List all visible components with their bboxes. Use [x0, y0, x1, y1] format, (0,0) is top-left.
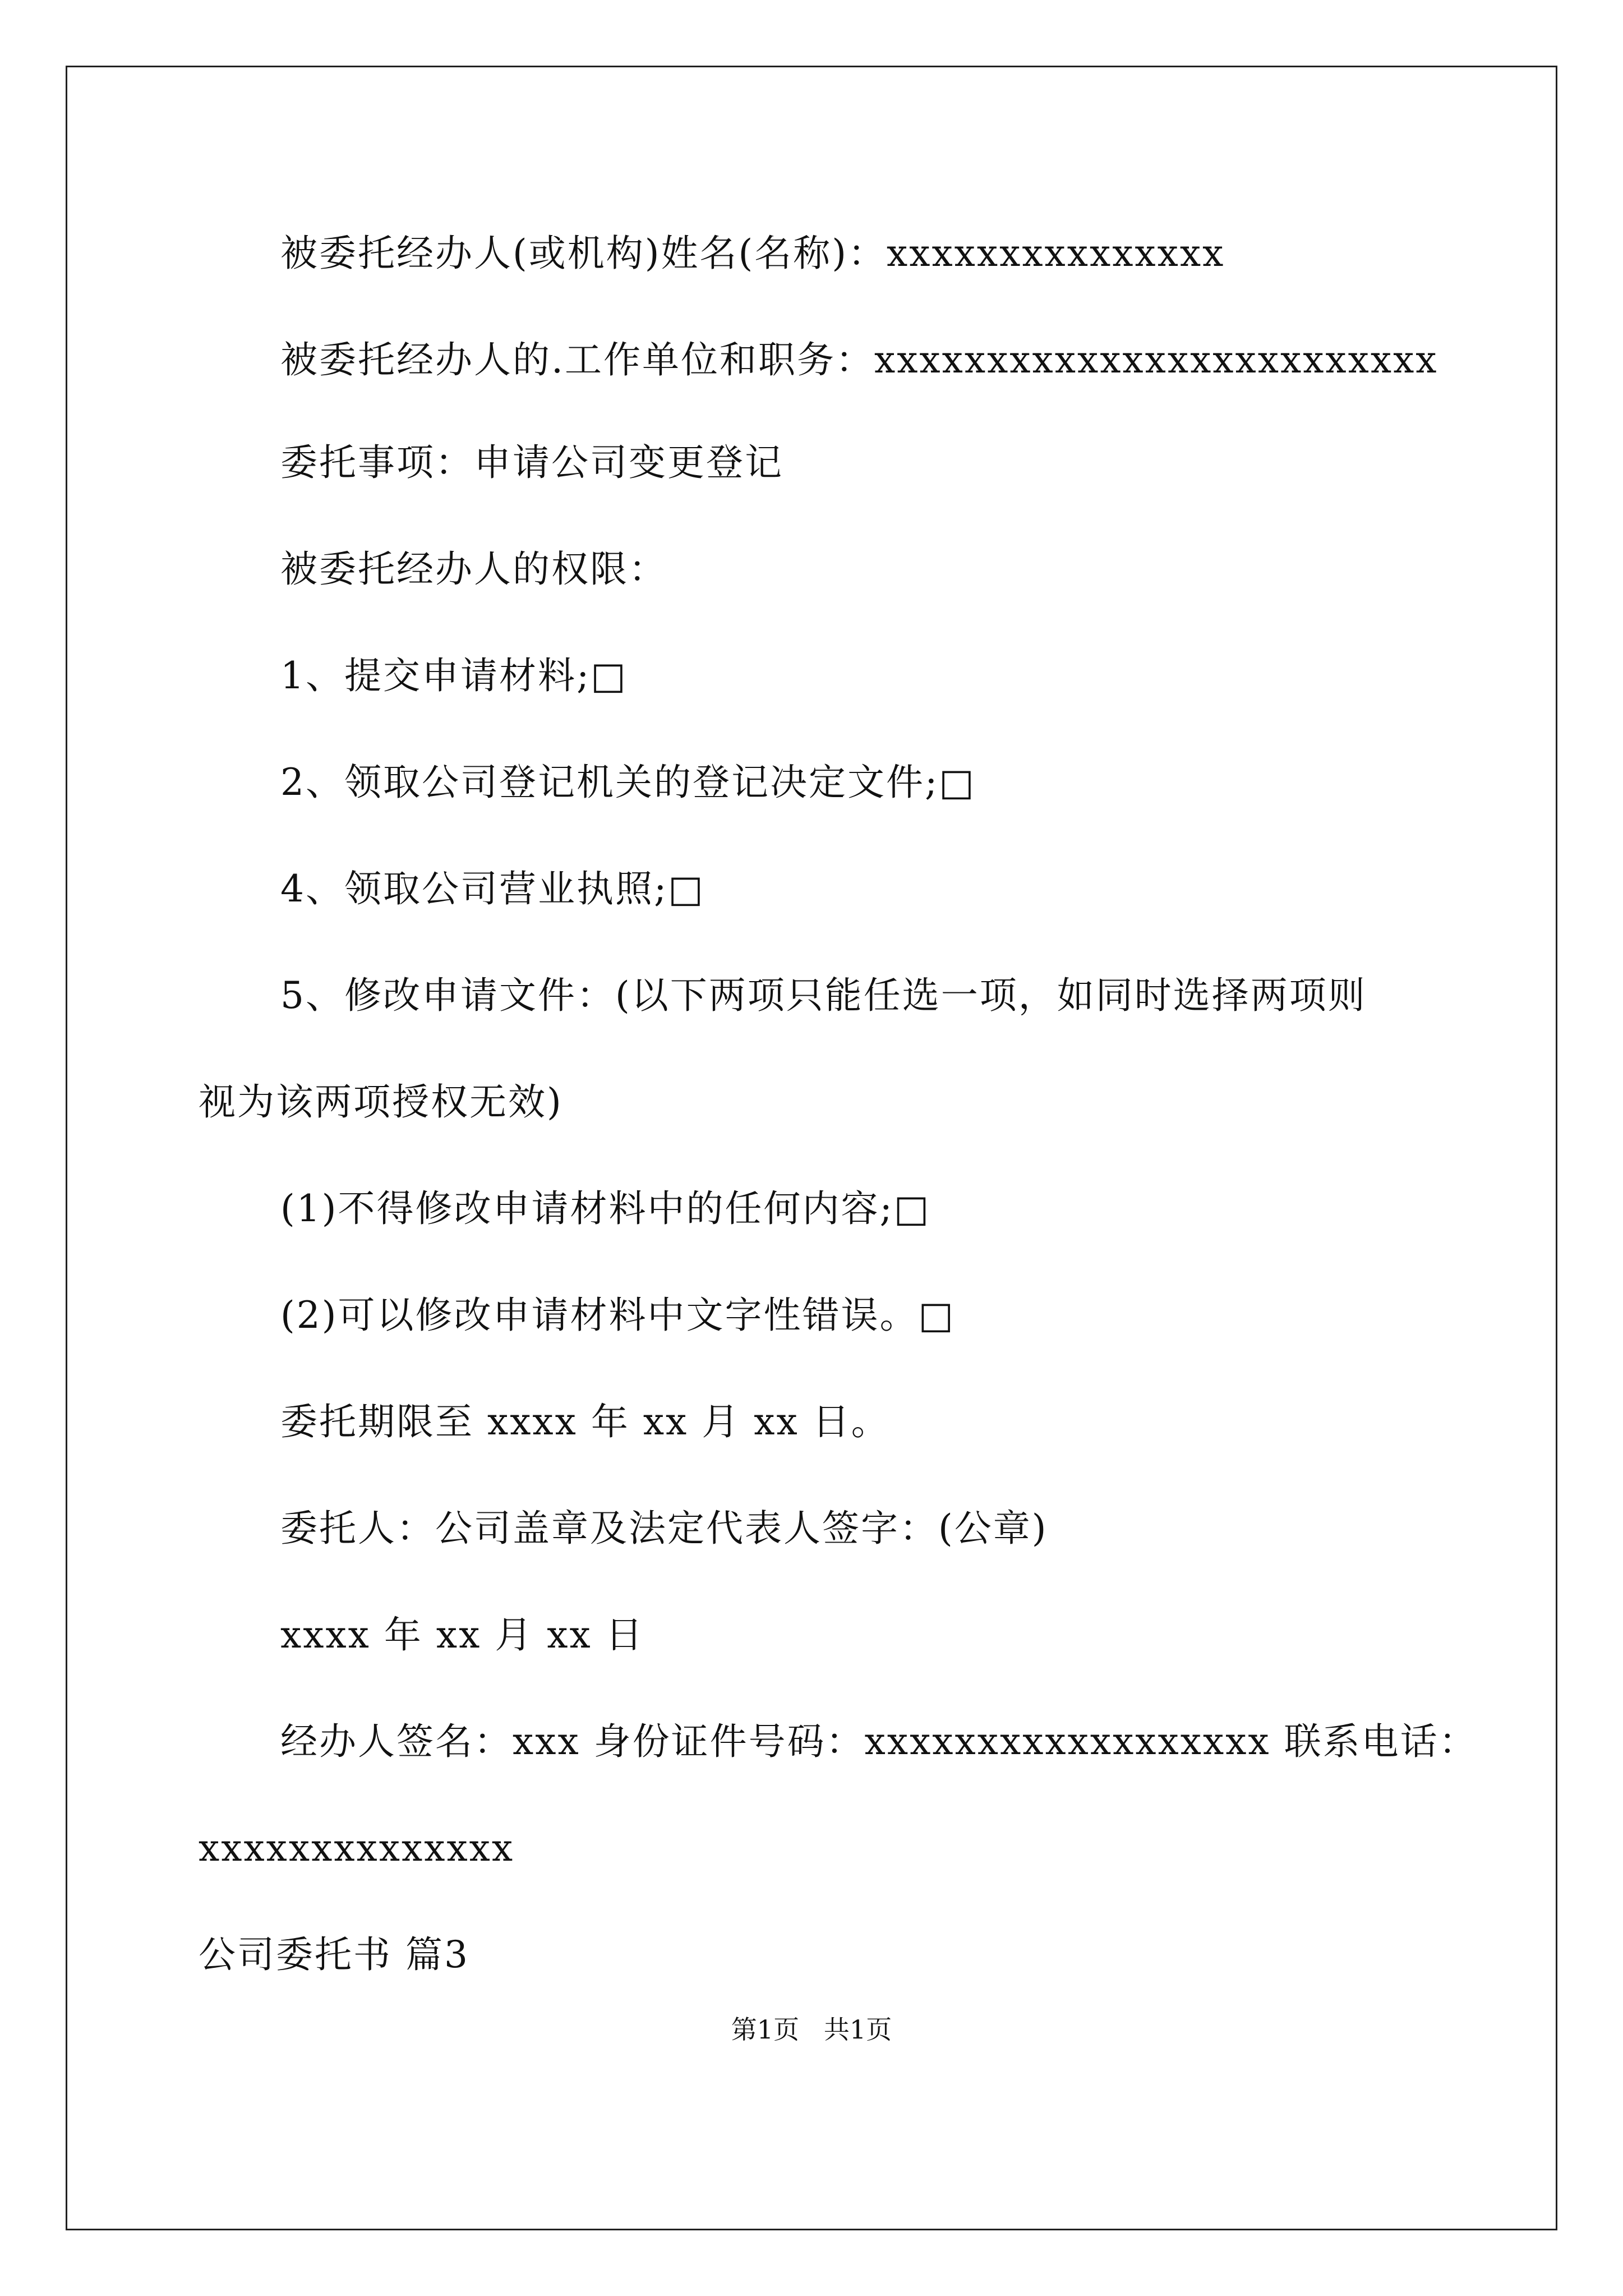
principal-line: 委托人：公司盖章及法定代表人签字：(公章)	[280, 1507, 1048, 1550]
option-2-line: (2)可以修改申请材料中文字性错误。□	[280, 1294, 955, 1337]
page-border	[66, 66, 1557, 2230]
principal-date-line: xxxx 年 xx 月 xx 日	[280, 1613, 644, 1657]
authority-item-1: 1、提交申请材料;□	[280, 654, 628, 697]
section-heading: 公司委托书 篇3	[199, 1933, 469, 1976]
phone-number-line: xxxxxxxxxxxxxx	[199, 1826, 515, 1870]
agent-name-line: 被委托经办人(或机构)姓名(名称)：xxxxxxxxxxxxxxx	[280, 232, 1225, 275]
authority-item-5: 5、修改申请文件：(以下两项只能任选一项，如同时选择两项则	[280, 974, 1367, 1017]
authority-item-5-continued: 视为该两项授权无效)	[199, 1080, 563, 1124]
delegated-matter-line: 委托事项：申请公司变更登记	[280, 441, 783, 484]
agent-authority-heading: 被委托经办人的权限：	[280, 547, 667, 591]
term-line: 委托期限至 xxxx 年 xx 月 xx 日。	[280, 1400, 890, 1443]
agent-signature-line: 经办人签名：xxx 身份证件号码：xxxxxxxxxxxxxxxxxx 联系电话：	[280, 1720, 1478, 1763]
authority-item-4: 4、领取公司营业执照;□	[280, 867, 705, 910]
agent-employer-line: 被委托经办人的.工作单位和职务：xxxxxxxxxxxxxxxxxxxxxxxxx	[280, 338, 1438, 381]
option-1-line: (1)不得修改申请材料中的任何内容;□	[280, 1187, 931, 1230]
authority-item-2: 2、领取公司登记机关的登记决定文件;□	[280, 761, 976, 804]
page-footer: 第1页 共1页	[731, 2014, 892, 2045]
